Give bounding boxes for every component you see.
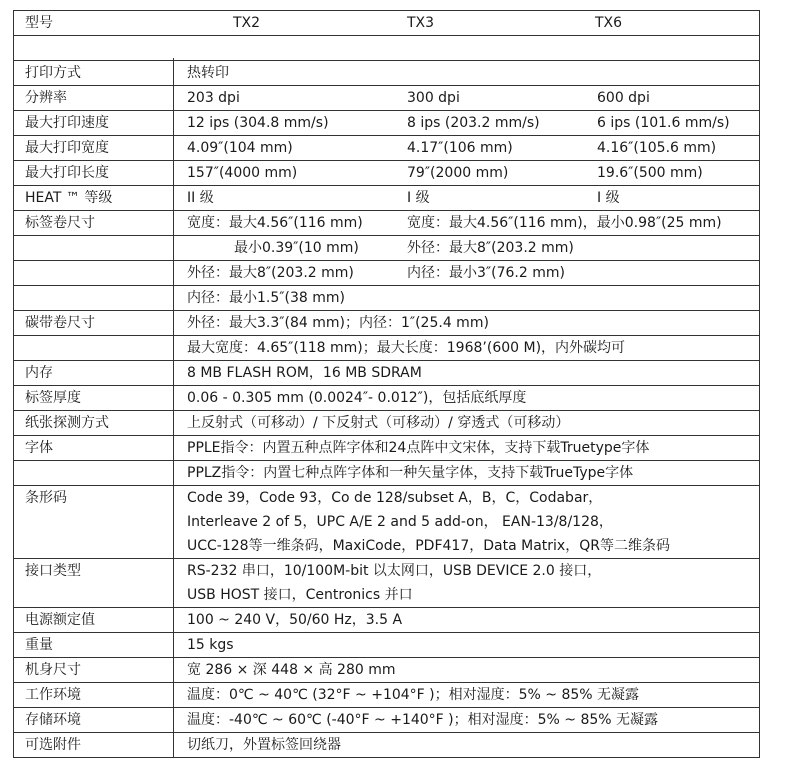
- table-row: [13, 657, 760, 682]
- table-row: [13, 285, 760, 310]
- table-row: [13, 160, 760, 185]
- tx3-value: 300 dpi: [407, 90, 460, 106]
- table-row: [13, 485, 760, 510]
- row-label: 字体: [25, 440, 53, 456]
- row-value: USB HOST 接口，Centronics 并口: [187, 587, 413, 603]
- table-row: [13, 185, 760, 210]
- row-value: 8 MB FLASH ROM，16 MB SDRAM: [187, 365, 422, 381]
- spec-table: [13, 10, 760, 758]
- row-value: 100 ~ 240 V，50/60 Hz，3.5 A: [187, 612, 403, 628]
- tx3-value: 79″(2000 mm): [407, 165, 509, 181]
- row-value: PPLZ指令：内置七种点阵字体和一种矢量字体，支持下载TrueType字体: [187, 465, 634, 481]
- spacer-row: [13, 35, 760, 60]
- table-row: [13, 410, 760, 435]
- tx2-value: 内径：最小1.5″(38 mm): [187, 290, 345, 306]
- table-row: [13, 360, 760, 385]
- table-row: [13, 583, 760, 607]
- row-value: 温度：0℃ ~ 40℃ (32°F ~ +104°F )；相对湿度：5% ~ 85% 无凝露: [187, 687, 640, 703]
- row-label: 标签厚度: [25, 390, 81, 406]
- model-tx6: TX6: [595, 15, 623, 31]
- row-value: 切纸刀，外置标签回绕器: [187, 737, 341, 753]
- table-row: [13, 707, 760, 732]
- table-row: [13, 632, 760, 657]
- table-row: [13, 558, 760, 583]
- tx3-value: 4.17″(106 mm): [407, 140, 513, 156]
- row-label: 最大打印宽度: [25, 140, 109, 156]
- tx2-value: 外径：最大8″(203.2 mm): [187, 265, 354, 281]
- tx2-value: 宽度：最大4.56″(116 mm): [187, 215, 363, 231]
- tx2-value: 12 ips (304.8 mm/s): [187, 115, 329, 131]
- table-row: [13, 135, 760, 160]
- tx2-value: 157″(4000 mm): [187, 165, 298, 181]
- row-label: 接口类型: [25, 563, 81, 579]
- row-value: Interleave 2 of 5，UPC A/E 2 and 5 add-on， EAN-13/8/128，: [187, 514, 613, 530]
- row-value: 温度：-40℃ ~ 60℃ (-40°F ~ +140°F )；相对湿度：5% ~ 85% 无凝露: [187, 712, 659, 728]
- table-row: [13, 607, 760, 632]
- tx3-value: 8 ips (203.2 mm/s): [407, 115, 540, 131]
- model-tx2: TX2: [233, 15, 261, 31]
- row-label: 最大打印速度: [25, 115, 109, 131]
- tx6-value: 600 dpi: [597, 90, 650, 106]
- tx3-value: 宽度：最大4.56″(116 mm)，最小0.98″(25 mm): [407, 215, 722, 231]
- row-label: 最大打印长度: [25, 165, 109, 181]
- row-value: RS-232 串口，10/100M-bit 以太网口，USB DEVICE 2.0 接口，: [187, 563, 602, 579]
- row-value: 15 kgs: [187, 637, 234, 653]
- tx2-value: 203 dpi: [187, 90, 240, 106]
- row-label: 可选附件: [25, 737, 81, 753]
- row-value: PPLE指令：内置五种点阵字体和24点阵中文宋体，支持下载Truetype字体: [187, 440, 650, 456]
- row-label: 纸张探测方式: [25, 415, 109, 431]
- tx6-value: 19.6″(500 mm): [597, 165, 703, 181]
- row-value: Code 39，Code 93，Co de 128/subset A，B，C，Codabar，: [187, 490, 603, 506]
- tx2-value: 4.09″(104 mm): [187, 140, 293, 156]
- row-label: 分辨率: [25, 90, 67, 106]
- table-row: [13, 235, 760, 260]
- row-label: 工作环境: [25, 687, 81, 703]
- tx6-value: I 级: [597, 190, 620, 206]
- row-value: 上反射式（可移动）/ 下反射式（可移动）/ 穿透式（可移动）: [187, 415, 570, 431]
- table-row: [13, 682, 760, 707]
- table-row: [13, 460, 760, 485]
- row-label: 打印方式: [25, 65, 81, 81]
- header-row: [13, 10, 760, 35]
- row-label: 重量: [25, 637, 53, 653]
- tx2-value: II 级: [187, 190, 214, 206]
- row-value: 热转印: [187, 65, 229, 81]
- table-row: [13, 310, 760, 335]
- row-label: 标签卷尺寸: [25, 215, 95, 231]
- table-row: [13, 335, 760, 360]
- table-row: [13, 534, 760, 558]
- table-row: [13, 110, 760, 135]
- table-row: [13, 260, 760, 285]
- row-value: 宽 286 × 深 448 × 高 280 mm: [187, 662, 396, 678]
- row-label: 条形码: [25, 490, 67, 506]
- row-label: 碳带卷尺寸: [25, 315, 95, 331]
- table-row: [13, 385, 760, 410]
- table-row: [13, 510, 760, 534]
- row-value: 外径：最大3.3″(84 mm)；内径：1″(25.4 mm): [187, 315, 489, 331]
- table-row: [13, 732, 760, 758]
- row-value: 最大宽度：4.65″(118 mm)；最大长度：1968’(600 M)，内外碳均可: [187, 340, 626, 356]
- row-label: 内存: [25, 365, 53, 381]
- row-value: 0.06 - 0.305 mm (0.0024″- 0.012″)，包括底纸厚度: [187, 390, 527, 406]
- tx3-value: I 级: [407, 190, 430, 206]
- table-row: [13, 435, 760, 460]
- row-label: HEAT ™ 等级: [25, 190, 113, 206]
- row-value: UCC-128等一维条码，MaxiCode，PDF417，Data Matrix，QR等二维条码: [187, 538, 670, 554]
- table-row: [13, 210, 760, 235]
- tx3-value: 外径：最大8″(203.2 mm): [407, 240, 574, 256]
- header-label: 型号: [25, 15, 53, 31]
- row-label: 电源额定值: [25, 612, 95, 628]
- model-tx3: TX3: [407, 15, 435, 31]
- table-row: [13, 60, 760, 85]
- row-label: 存储环境: [25, 712, 81, 728]
- row-label: 机身尺寸: [25, 662, 81, 678]
- tx2-value: 最小0.39″(10 mm): [234, 240, 359, 256]
- tx6-value: 6 ips (101.6 mm/s): [597, 115, 730, 131]
- table-row: [13, 85, 760, 110]
- tx3-value: 内径：最小3″(76.2 mm): [407, 265, 565, 281]
- tx6-value: 4.16″(105.6 mm): [597, 140, 717, 156]
